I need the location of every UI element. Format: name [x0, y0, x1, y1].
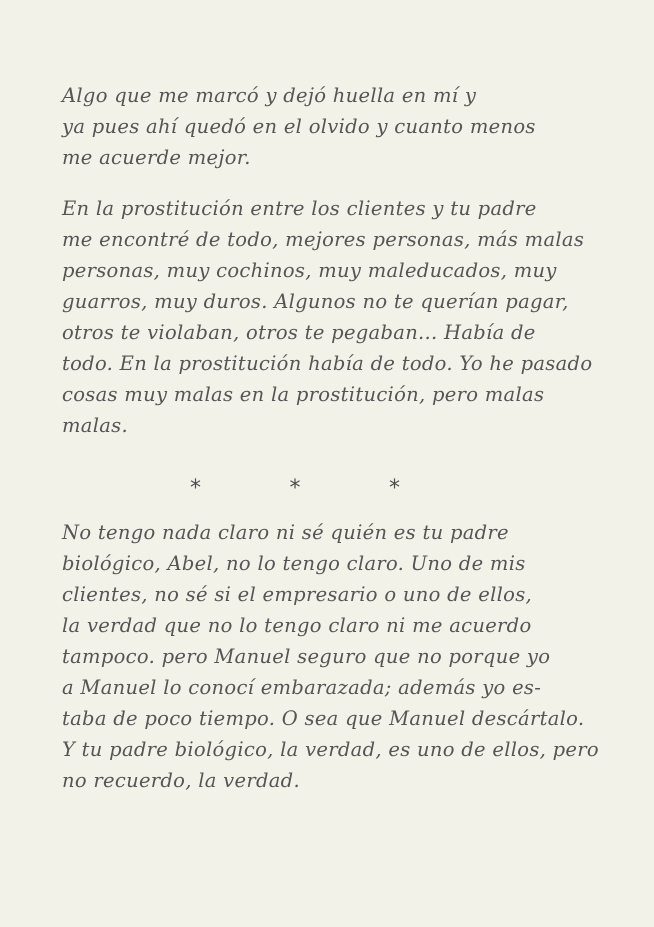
text-line: personas, muy cochinos, muy maleducados, muy: [62, 259, 557, 282]
paragraph-1: [62, 80, 602, 173]
text-line: me acuerde mejor.: [62, 146, 251, 169]
asterisk-icon: *: [289, 476, 301, 501]
text-line: todo. En la prostitución había de todo. Yo he pasado: [62, 352, 593, 375]
text-line: cosas muy malas en la prostitución, pero malas: [62, 383, 545, 406]
text-line: Algo que me marcó y dejó huella en mí y: [62, 84, 477, 107]
asterisk-icon: *: [190, 476, 201, 501]
text-line: biológico, Abel, no lo tengo claro. Uno de mis: [62, 552, 526, 575]
text-line: ya pues ahí quedó en el olvido y cuanto menos: [62, 115, 536, 138]
text-line: taba de poco tiempo. O sea que Manuel descártalo.: [62, 707, 585, 730]
text-line: malas.: [62, 414, 128, 437]
section-separator: [190, 474, 400, 504]
text-line: En la prostitución entre los clientes y tu padre: [62, 197, 537, 220]
text-line: me encontré de todo, mejores personas, más malas: [62, 228, 585, 251]
paragraph-2: [62, 193, 602, 441]
asterisk-icon: *: [389, 476, 400, 501]
text-line: a Manuel lo conocí embarazada; además yo es-: [62, 676, 542, 699]
text-line: tampoco. pero Manuel seguro que no porque yo: [62, 645, 551, 668]
text-line: otros te violaban, otros te pegaban... Había de: [62, 321, 536, 344]
text-line: Y tu padre biológico, la verdad, es uno de ellos, pero: [62, 738, 599, 761]
text-line: la verdad que no lo tengo claro ni me acuerdo: [62, 614, 532, 637]
text-line: guarros, muy duros. Algunos no te querían pagar,: [62, 290, 569, 313]
text-line: no recuerdo, la verdad.: [62, 769, 300, 792]
text-line: clientes, no sé si el empresario o uno de ellos,: [62, 583, 533, 606]
text-line: No tengo nada claro ni sé quién es tu padre: [62, 521, 509, 544]
paragraph-3: [62, 517, 602, 796]
